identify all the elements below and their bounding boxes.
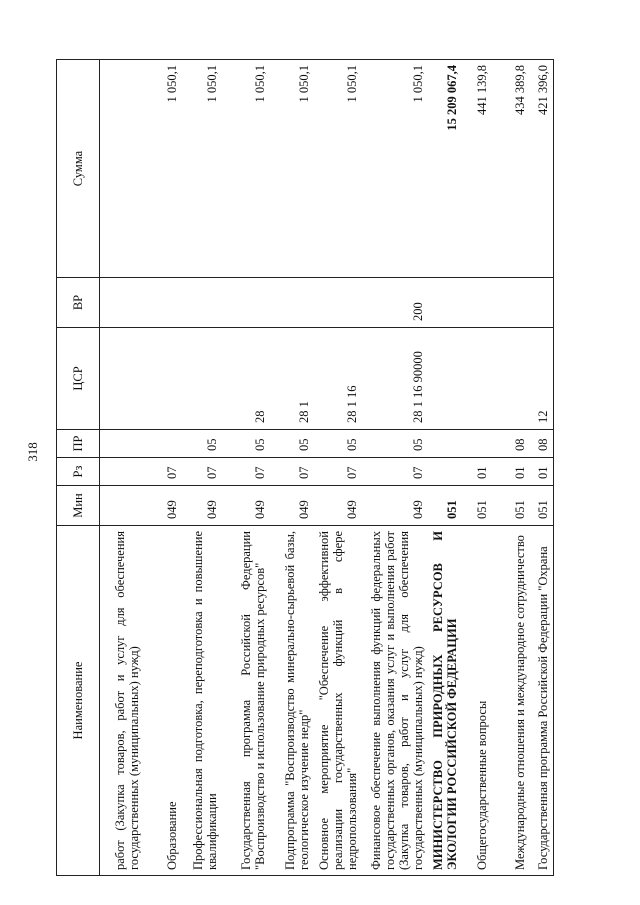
cell-min: 049 [314,486,362,526]
cell-sum: 1 050,1 [144,60,182,278]
cell-sum: 1 050,1 [270,60,314,278]
header-min: Мин [57,486,100,526]
table-row [182,60,222,876]
cell-vr [314,278,362,328]
cell-vr [270,278,314,328]
table-row [428,60,462,876]
cell-csr: 12 [530,328,554,430]
cell-min: 051 [428,486,462,526]
table-row [144,60,182,876]
cell-csr [144,328,182,430]
cell-rz: 07 [222,458,270,486]
cell-name: Государственная программа Российской Федерации "Охрана [530,526,554,876]
cell-min [100,486,144,526]
header-sum: Сумма [57,60,100,278]
cell-rz: 07 [182,458,222,486]
cell-sum [100,60,144,278]
cell-name: Подпрограмма "Воспроизводство минерально-сырьевой базы, геологическое изучение недр" [270,526,314,876]
table-row [270,60,314,876]
cell-vr: 200 [362,278,428,328]
cell-csr [100,328,144,430]
cell-pr: 05 [222,430,270,458]
table-row [222,60,270,876]
cell-sum: 1 050,1 [362,60,428,278]
cell-csr: 28 [222,328,270,430]
cell-csr [182,328,222,430]
cell-min: 049 [270,486,314,526]
cell-min: 051 [530,486,554,526]
cell-rz: 07 [270,458,314,486]
cell-vr [492,278,530,328]
cell-pr: 05 [182,430,222,458]
cell-name: Основное мероприятие "Обеспечение эффективной реализации государственных функций в сфере недропользования" [314,526,362,876]
budget-table [56,59,554,876]
cell-pr [144,430,182,458]
cell-pr: 08 [492,430,530,458]
cell-csr: 28 1 16 90000 [362,328,428,430]
cell-min: 051 [462,486,492,526]
cell-csr [428,328,462,430]
cell-pr [100,430,144,458]
cell-sum: 1 050,1 [222,60,270,278]
cell-name: МИНИСТЕРСТВО ПРИРОДНЫХ РЕСУРСОВ И ЭКОЛОГИИ РОССИЙСКОЙ ФЕДЕРАЦИИ [428,526,462,876]
cell-pr [428,430,462,458]
cell-rz: 01 [530,458,554,486]
cell-pr [462,430,492,458]
rotated-page [56,60,616,876]
cell-sum: 1 050,1 [182,60,222,278]
cell-name: Профессиональная подготовка, переподготовка и повышение квалификации [182,526,222,876]
cell-name: Международные отношения и международное сотрудничество [492,526,530,876]
header-vr: ВР [57,278,100,328]
header-name: Наименование [57,526,100,876]
cell-min: 049 [362,486,428,526]
cell-vr [100,278,144,328]
cell-rz [428,458,462,486]
table-row [530,60,554,876]
cell-sum: 441 139,8 [462,60,492,278]
cell-pr: 05 [314,430,362,458]
table-row [462,60,492,876]
cell-rz: 07 [362,458,428,486]
cell-csr: 28 1 [270,328,314,430]
cell-rz: 07 [144,458,182,486]
table-header-row [57,60,100,876]
cell-vr [144,278,182,328]
cell-rz: 01 [492,458,530,486]
cell-sum: 1 050,1 [314,60,362,278]
cell-rz [100,458,144,486]
cell-vr [428,278,462,328]
table-body [100,60,554,876]
cell-vr [182,278,222,328]
cell-vr [222,278,270,328]
cell-name: Государственная программа Российской Федерации "Воспроизводство и использование природных ресурсов" [222,526,270,876]
cell-name: Общегосударственные вопросы [462,526,492,876]
cell-min: 051 [492,486,530,526]
cell-pr: 05 [362,430,428,458]
header-pr: ПР [57,430,100,458]
cell-csr: 28 1 16 [314,328,362,430]
cell-rz: 01 [462,458,492,486]
page-number: 318 [25,442,40,462]
header-rz: Рз [57,458,100,486]
header-csr: ЦСР [57,328,100,430]
cell-min: 049 [222,486,270,526]
cell-csr [492,328,530,430]
cell-sum: 421 396,0 [530,60,554,278]
cell-rz: 07 [314,458,362,486]
cell-vr [530,278,554,328]
cell-vr [462,278,492,328]
table-row [100,60,144,876]
table-row [492,60,530,876]
cell-pr: 05 [270,430,314,458]
cell-name: работ (Закупка товаров, работ и услуг для обеспечения государственных (муниципальных) нужд) [100,526,144,876]
cell-csr [462,328,492,430]
table-row [314,60,362,876]
cell-name: Финансовое обеспечение выполнения функций федеральных государственных органов, оказания услуг и выполнения работ (Закупка товаров, работ и услуг для обеспечения государственных (муниципальных) нужд) [362,526,428,876]
table-row [362,60,428,876]
cell-min: 049 [182,486,222,526]
cell-name: Образование [144,526,182,876]
cell-sum: 15 209 067,4 [428,60,462,278]
cell-min: 049 [144,486,182,526]
cell-sum: 434 389,8 [492,60,530,278]
cell-pr: 08 [530,430,554,458]
